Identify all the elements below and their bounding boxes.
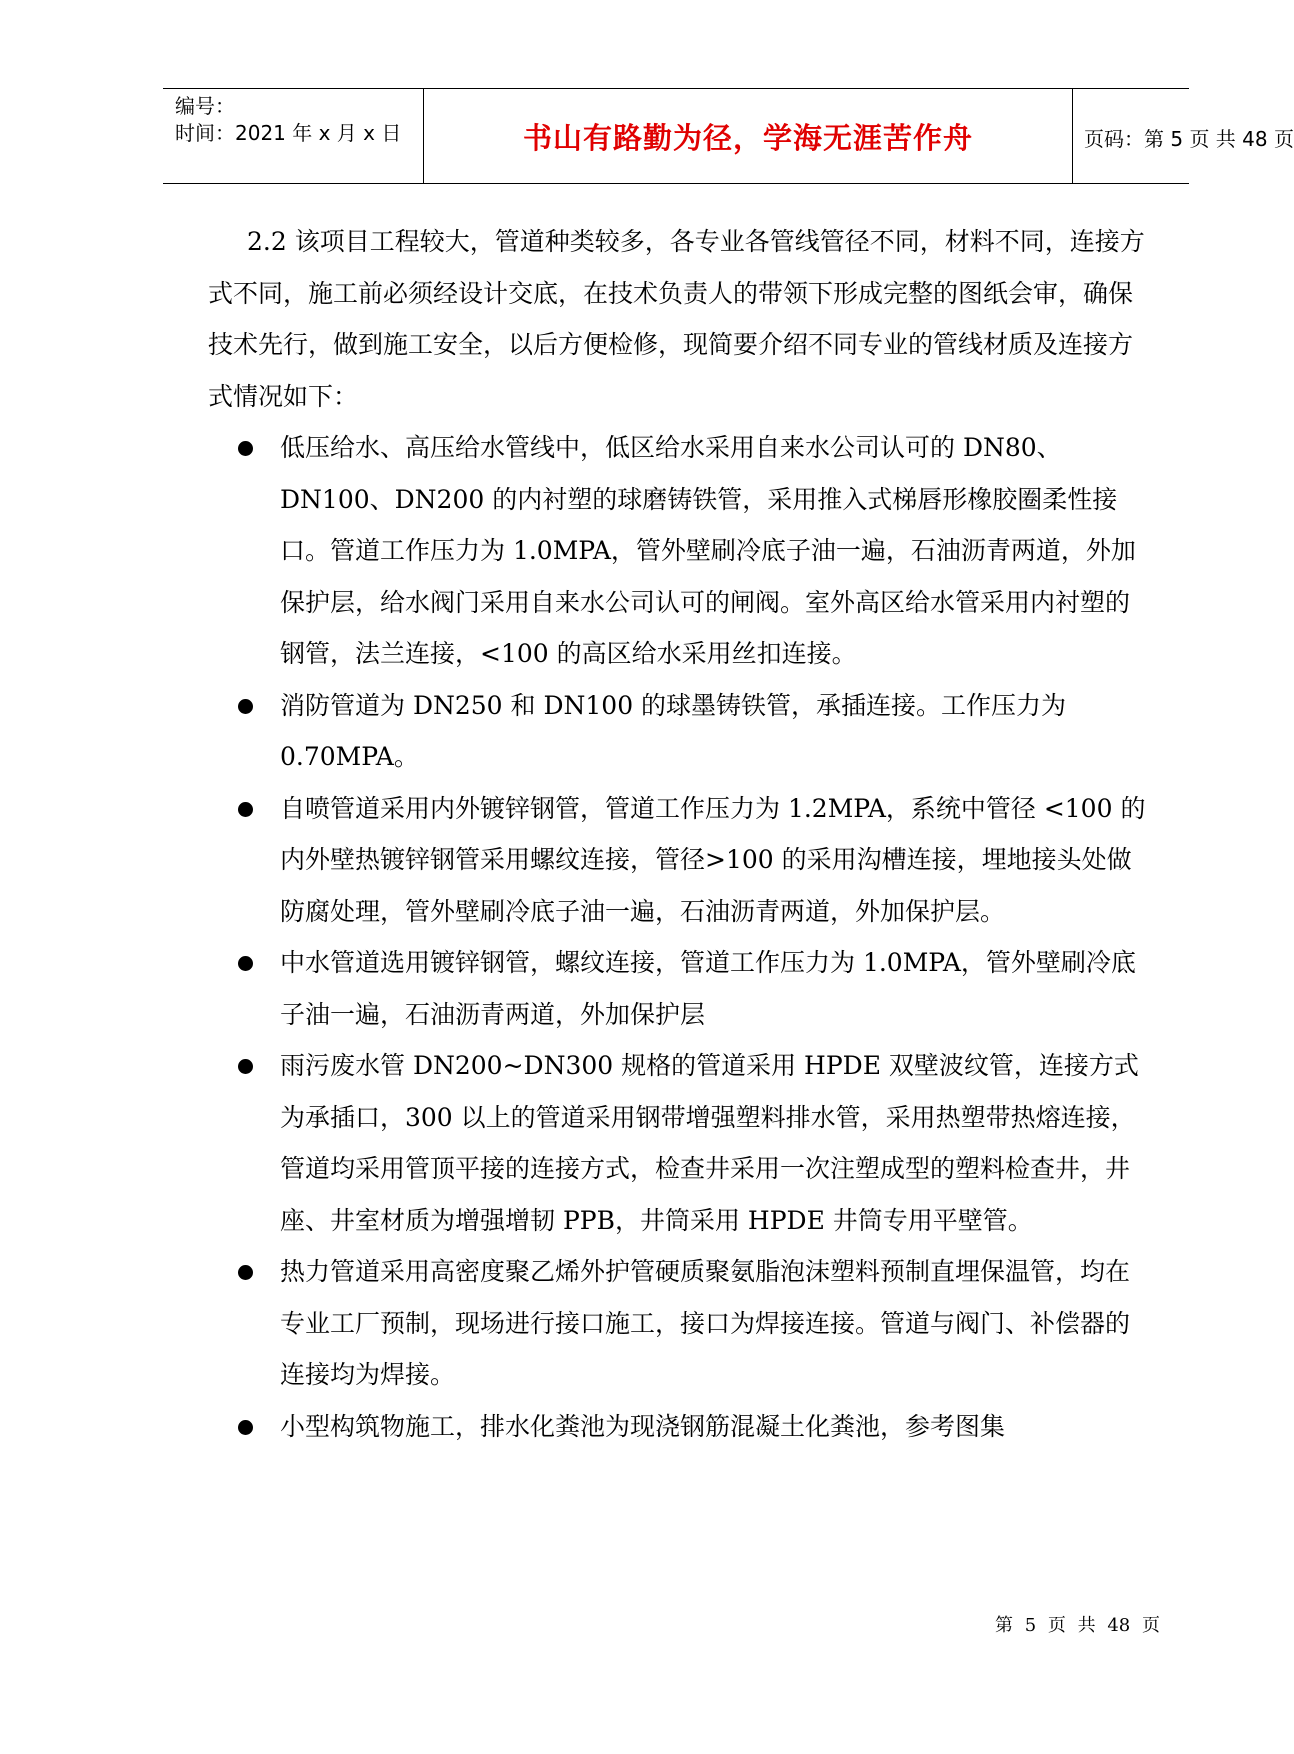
motto-text: 书山有路勤为径，学海无涯苦作舟 xyxy=(522,120,973,155)
bullet-dot-icon xyxy=(238,441,253,456)
list-item xyxy=(208,1246,1148,1401)
bullet-dot-icon xyxy=(238,802,253,817)
list-item-text: 消防管道为 DN250 和 DN100 的球墨铸铁管，承插连接。工作压力为 0.70MPA。 xyxy=(280,690,1067,771)
bullet-dot-icon xyxy=(238,1420,253,1435)
page-header xyxy=(163,88,1294,184)
document-number-label: 编号： xyxy=(175,94,235,118)
list-item-text: 小型构筑物施工，排水化粪池为现浇钢筋混凝土化粪池，参考图集 xyxy=(280,1411,1006,1441)
intro-paragraph: 2.2 该项目工程较大，管道种类较多，各专业各管线管径不同，材料不同，连接方式不同，施工前必须经设计交底，在技术负责人的带领下形成完整的图纸会审，确保技术先行，做到施工安全，以后方便检修，现简要介绍不同专业的管线材质及连接方式情况如下： xyxy=(208,227,1145,411)
header-page-info: 页码：第 5 页 共 48 页 xyxy=(1084,127,1294,151)
bullet-dot-icon xyxy=(238,699,253,714)
list-item xyxy=(208,1401,1148,1453)
list-item xyxy=(208,1040,1148,1246)
header-motto-cell xyxy=(423,89,1073,183)
list-item xyxy=(208,783,1148,938)
page-footer: 第 5 页 共 48 页 xyxy=(995,1615,1160,1636)
list-item-text: 热力管道采用高密度聚乙烯外护管硬质聚氨脂泡沫塑料预制直埋保温管，均在专业工厂预制，现场进行接口施工，接口为焊接连接。管道与阀门、补偿器的连接均为焊接。 xyxy=(280,1257,1131,1389)
list-item-text: 自喷管道采用内外镀锌钢管，管道工作压力为 1.2MPA，系统中管径 <100 的内外壁热镀锌钢管采用螺纹连接，管径>100 的采用沟槽连接，埋地接头处做防腐处理，管外壁刷冷底子油一遍，石油沥青两道，外加保护层。 xyxy=(280,793,1146,926)
list-item xyxy=(208,680,1148,783)
bullet-list xyxy=(208,422,1148,1452)
list-item-text: 中水管道选用镀锌钢管，螺纹连接，管道工作压力为 1.0MPA，管外壁刷冷底子油一遍，石油沥青两道，外加保护层 xyxy=(280,948,1136,1029)
document-date-label: 时间：2021 年 x 月 x 日 xyxy=(175,121,402,145)
header-page-cell xyxy=(1071,89,1294,183)
list-item xyxy=(208,937,1148,1040)
bullet-dot-icon xyxy=(238,1059,253,1074)
list-item-text: 低压给水、高压给水管线中，低区给水采用自来水公司认可的 DN80、DN100、DN200 的内衬塑的球磨铸铁管，采用推入式梯唇形橡胶圈柔性接口。管道工作压力为 1.0MPA，管外壁刷冷底子油一遍，石油沥青两道，外加保护层，给水阀门采用自来水公司认可的闸阀。室外高区给水管采用内衬塑的钢管，法兰连接，<100 的高区给水采用丝扣连接。 xyxy=(280,433,1136,668)
bullet-dot-icon xyxy=(238,956,253,971)
header-info-cell xyxy=(163,89,423,183)
list-item-text: 雨污废水管 DN200~DN300 规格的管道采用 HPDE 双壁波纹管，连接方式为承插口，300 以上的管道采用钢带增强塑料排水管，采用热塑带热熔连接，管道均采用管顶平接的连接方式，检查井采用一次注塑成型的塑料检查井，井座、井室材质为增强增韧 PPB，井筒采用 HPDE 井筒专用平壁管。 xyxy=(280,1051,1139,1235)
document-body xyxy=(208,216,1148,1452)
bullet-dot-icon xyxy=(238,1265,253,1280)
list-item xyxy=(208,422,1148,680)
